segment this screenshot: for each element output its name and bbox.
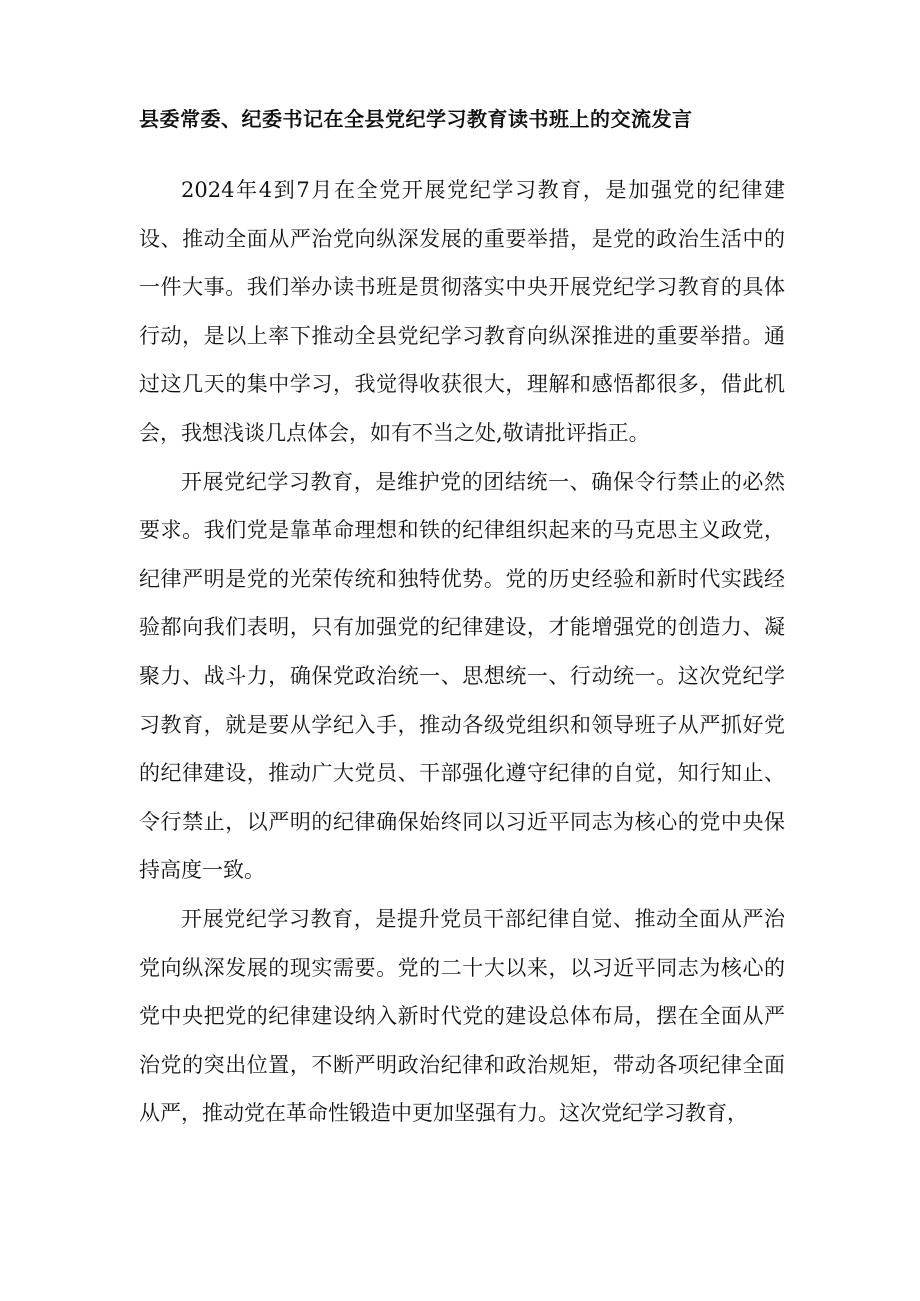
document-title: 县委常委、纪委书记在全县党纪学习教育读书班上的交流发言 xyxy=(139,107,693,131)
paragraph-2: 开展党纪学习教育，是维护党的团结统一、确保令行禁止的必然要求。我们党是靠革命理想和铁的纪律组织起来的马克思主义政党，纪律严明是党的光荣传统和独特优势。党的历史经验和新时代实践经验都向我们表明，只有加强党的纪律建设，才能增强党的创造力、凝聚力、战斗力，确保党政治统一、思想统一、行动统一。这次党纪学习教育，就是要从学纪入手，推动各级党组织和领导班子从严抓好党的纪律建设，推动广大党员、干部强化遵守纪律的自觉，知行知止、令行禁止，以严明的纪律确保始终同以习近平同志为核心的党中央保持高度一致。 xyxy=(139,469,785,883)
paragraph-1: 2024年4到7月在全党开展党纪学习教育，是加强党的纪律建设、推动全面从严治党向纵深发展的重要举措，是党的政治生活中的一件大事。我们举办读书班是贯彻落实中央开展党纪学习教育的具体行动，是以上率下推动全县党纪学习教育向纵深推进的重要举措。通过这几天的集中学习，我觉得收获很大，理解和感悟都很多，借此机会，我想浅谈几点体会，如有不当之处,敬请批评指正。 xyxy=(139,178,785,445)
document-body xyxy=(139,166,785,1138)
paragraph-3: 开展党纪学习教育，是提升党员干部纪律自觉、推动全面从严治党向纵深发展的现实需要。党的二十大以来，以习近平同志为核心的党中央把党的纪律建设纳入新时代党的建设总体布局，摆在全面从严治党的突出位置，不断严明政治纪律和政治规矩，带动各项纪律全面从严，推动党在革命性锻造中更加坚强有力。这次党纪学习教育， xyxy=(139,906,785,1126)
